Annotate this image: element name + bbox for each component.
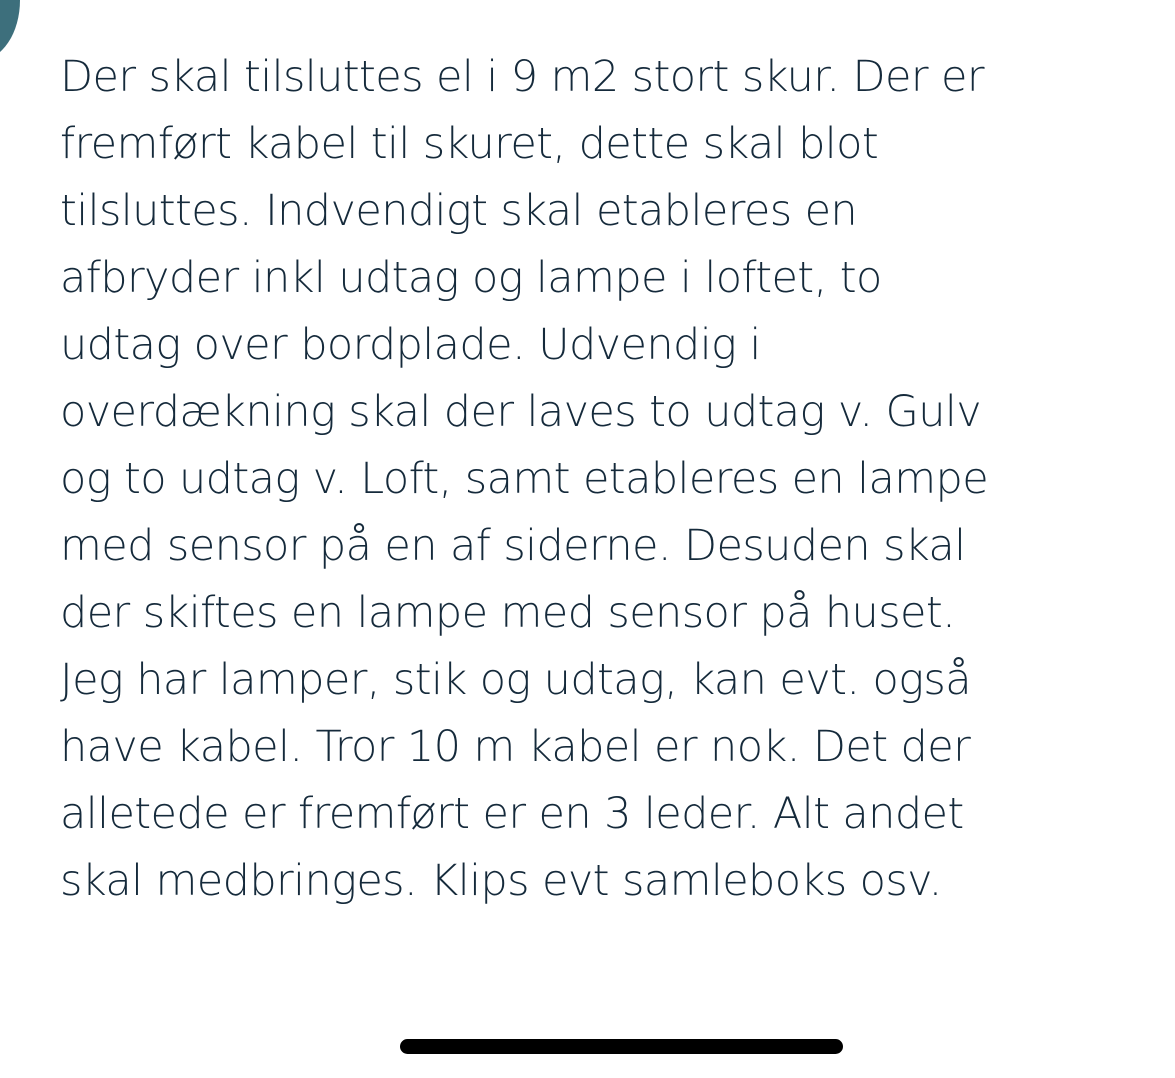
message-line: og to udtag v. Loft, samt etableres en lampe bbox=[60, 454, 989, 504]
message-text bbox=[60, 44, 1170, 915]
message-line: skal medbringes. Klips evt samleboks osv. bbox=[60, 856, 942, 906]
message-line: med sensor på en af siderne. Desuden skal bbox=[60, 521, 966, 571]
home-indicator-bar[interactable] bbox=[400, 1039, 843, 1054]
message-line: Der skal tilsluttes el i 9 m2 stort skur. Der er bbox=[60, 52, 984, 102]
corner-accent-shape bbox=[0, 0, 20, 60]
message-line: afbryder inkl udtag og lampe i loftet, to bbox=[60, 253, 882, 303]
message-line: overdækning skal der laves to udtag v. Gulv bbox=[60, 387, 982, 437]
message-line: Jeg har lamper, stik og udtag, kan evt. også bbox=[60, 655, 971, 705]
message-line: have kabel. Tror 10 m kabel er nok. Det der bbox=[60, 722, 971, 772]
message-line: udtag over bordplade. Udvendig i bbox=[60, 320, 761, 370]
message-line: der skiftes en lampe med sensor på huset. bbox=[60, 588, 956, 638]
message-line: tilsluttes. Indvendigt skal etableres en bbox=[60, 186, 858, 236]
message-line: fremført kabel til skuret, dette skal blot bbox=[60, 119, 879, 169]
message-line: alletede er fremført er en 3 leder. Alt andet bbox=[60, 789, 964, 839]
